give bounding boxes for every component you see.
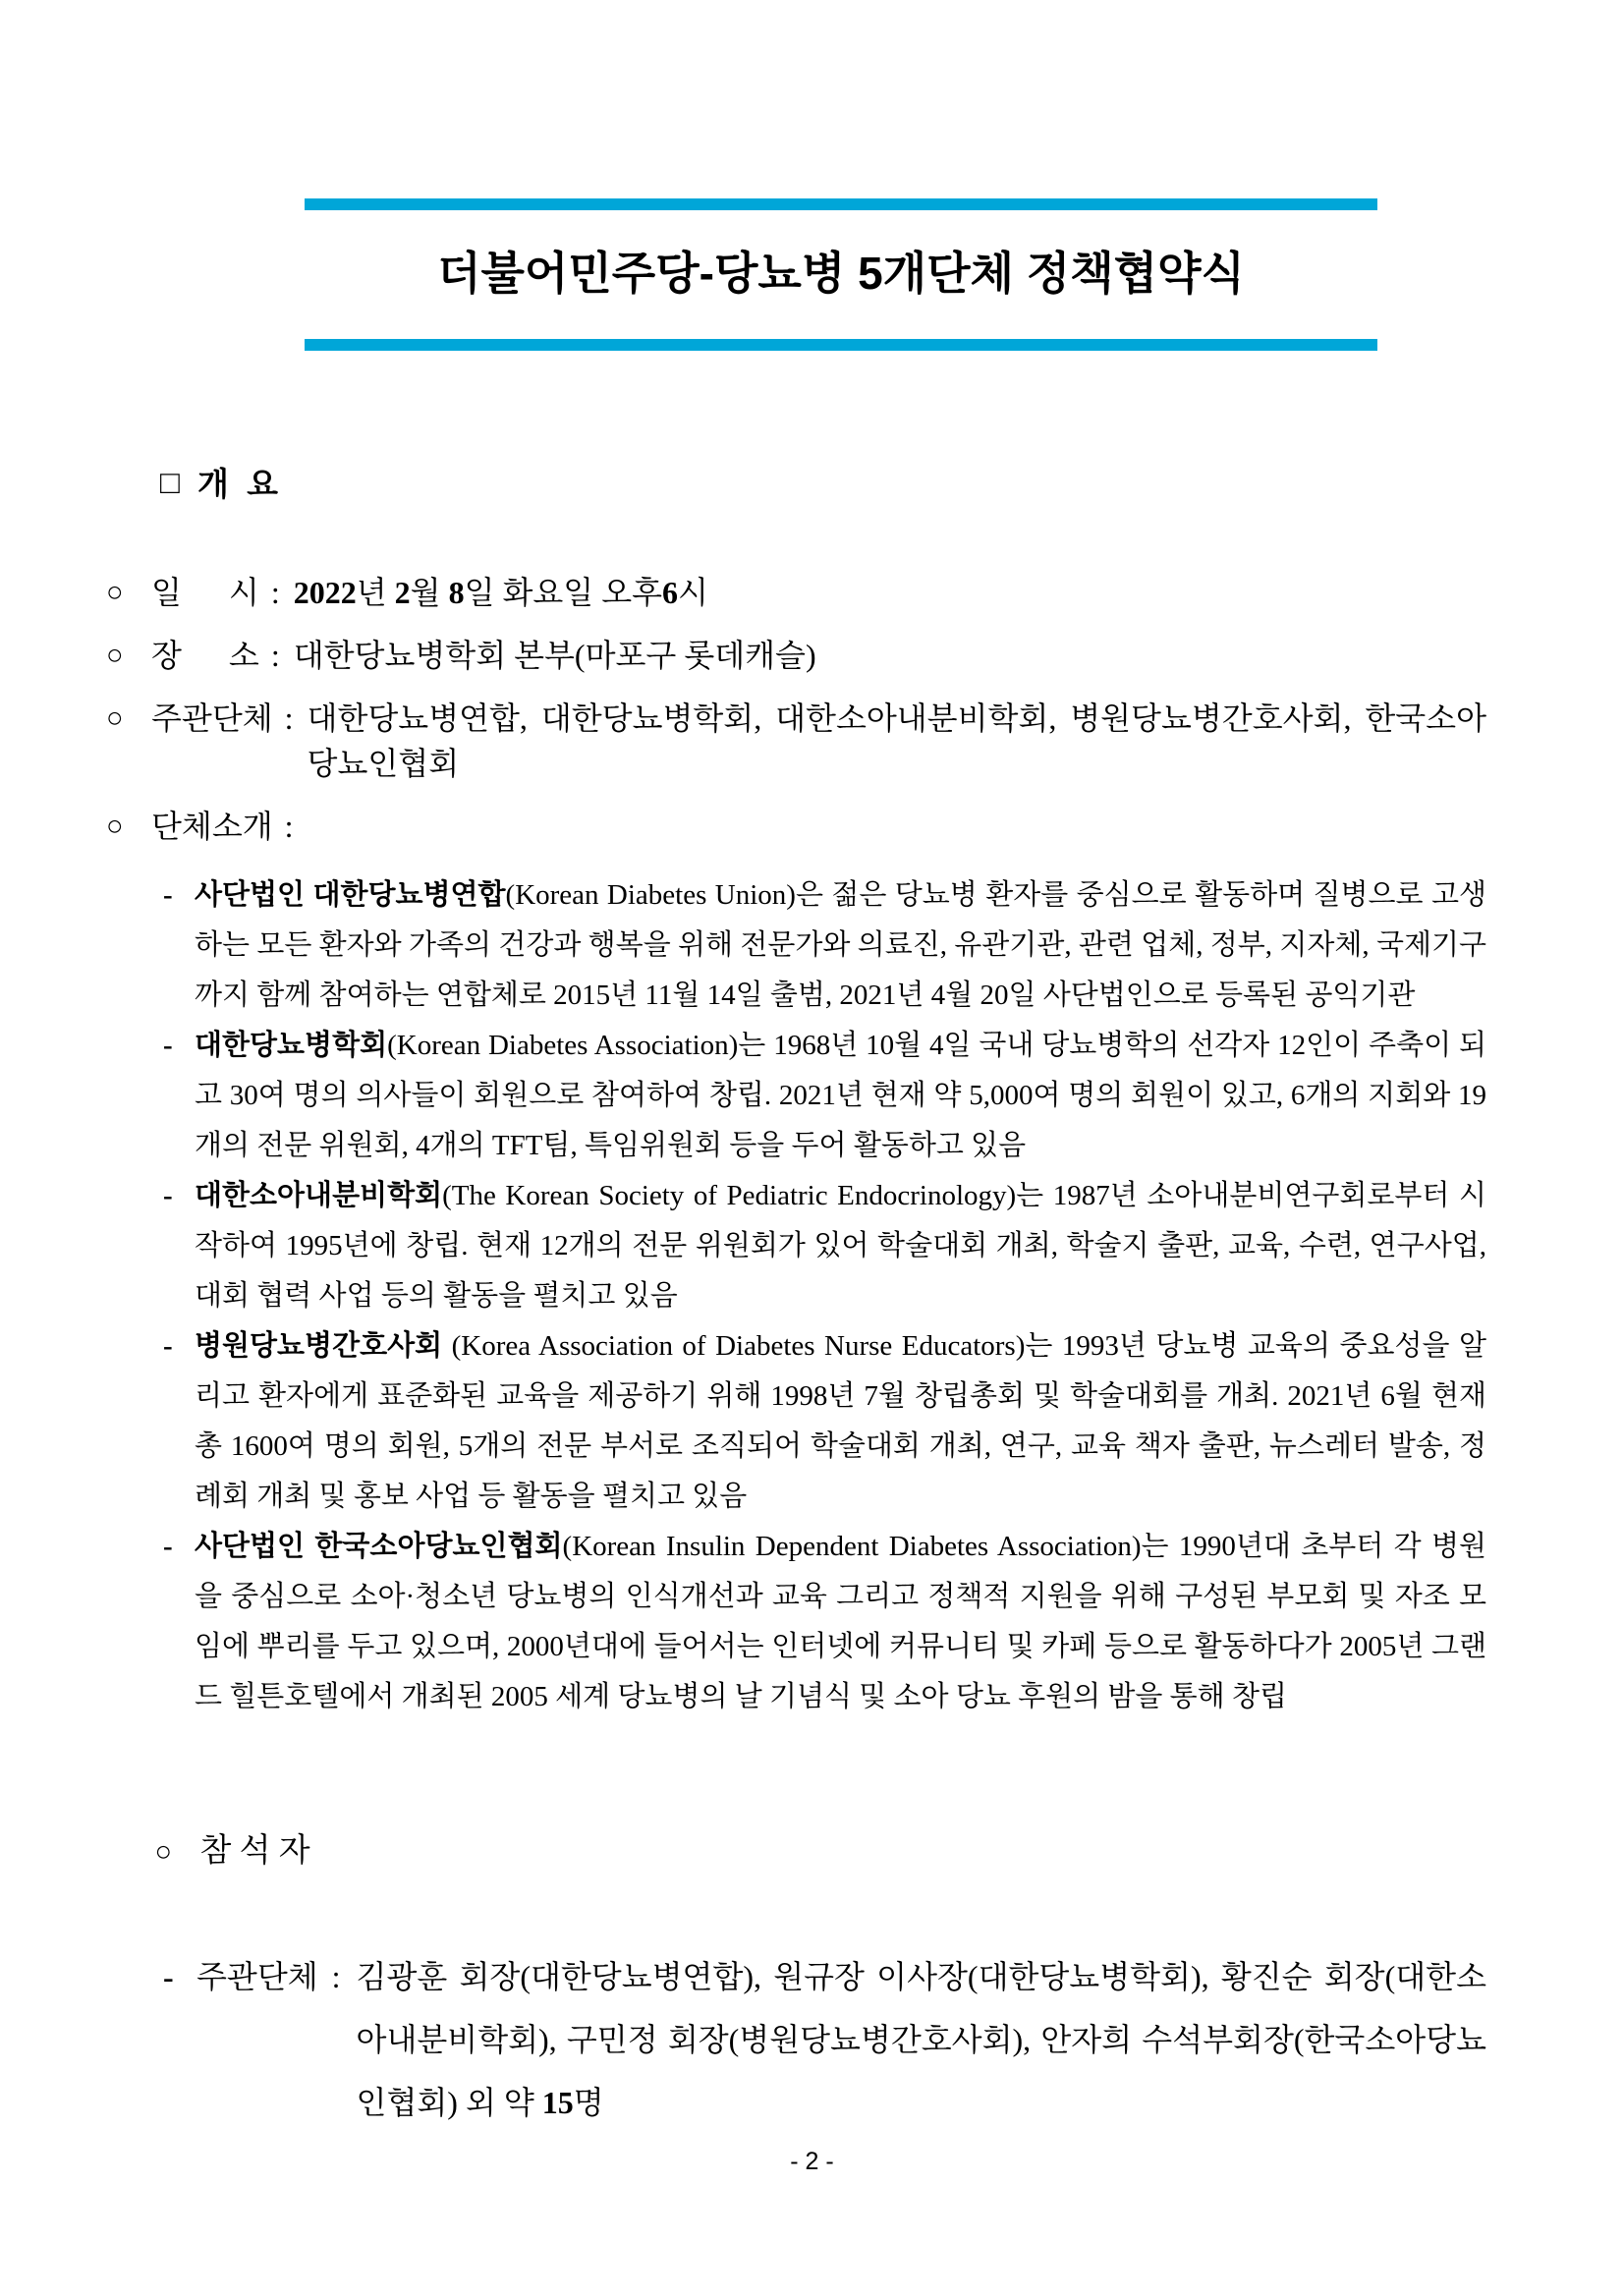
org-description: 사단법인 한국소아당뇨인협회(Korean Insulin Dependent Diabetes Association)는 1990년대 초부터 각 병원을 중심으로 소아·청소년 당뇨병의 인식개선과 교육 그리고 정책적 지원을 위해 구성된 부모회 및 자조 모임에 뿌리를 두고 있으며, 2000년대에 들어서는 인터넷에 커뮤니티 및 카페 등으로 활동하다가 2005년 그랜드 힐튼호텔에서 개최된 2005 세계 당뇨병의 날 기념식 및 소아 당뇨 후원의 밤을 통해 창립 bbox=[195, 1531, 1486, 1712]
list-item-insulin-dependent-diabetes-association bbox=[106, 1522, 1486, 1722]
list-item-korean-diabetes-union bbox=[106, 870, 1486, 1021]
org-description: 대한소아내분비학회(The Korean Society of Pediatric Endocrinology)는 1987년 소아내분비연구회로부터 시작하여 1995년에 창립. 현재 12개의 전문 위원회가 있어 학술대회 개최, 학술지 출판, 교육, 수련, 연구사업, 대회 협력 사업 등의 활동을 펼치고 있음 bbox=[195, 1180, 1486, 1312]
title-top-rule bbox=[305, 198, 1377, 210]
document-body bbox=[0, 417, 1624, 2134]
label-colon: : bbox=[270, 638, 280, 673]
page-number: - 2 - bbox=[790, 2148, 834, 2175]
dash-bullet-icon: - bbox=[163, 1330, 173, 1362]
label-colon: : bbox=[331, 1959, 341, 1994]
attendees-heading-label: 참 석 자 bbox=[199, 1833, 310, 1869]
overview-row-value: 2022년 2월 8일 화요일 오후6시 bbox=[293, 575, 708, 610]
overview-row-value bbox=[308, 804, 1486, 849]
overview-row-host-orgs bbox=[106, 696, 1486, 786]
list-item-pediatric-endocrinology bbox=[106, 1171, 1486, 1321]
title-bottom-rule bbox=[305, 339, 1377, 351]
attendees-host-orgs-row bbox=[106, 1945, 1486, 2134]
overview-row-value: 대한당뇨병연합, 대한당뇨병학회, 대한소아내분비학회, 병원당뇨병간호사회, 한국소아당뇨인협회 bbox=[307, 700, 1486, 781]
overview-row-label: 일 시 bbox=[151, 575, 259, 610]
circle-bullet-icon: ○ bbox=[154, 1836, 173, 1868]
dash-bullet-icon: - bbox=[163, 879, 173, 911]
square-bullet-icon: □ bbox=[160, 464, 180, 500]
org-intro-list bbox=[106, 870, 1486, 1722]
overview-row-datetime bbox=[106, 570, 1486, 615]
document-title: 더불어민주당-당뇨병 5개단체 정책협약식 bbox=[437, 248, 1245, 299]
org-description: 사단법인 대한당뇨병연합(Korean Diabetes Union)은 젊은 당뇨병 환자를 중심으로 활동하며 질병으로 고생하는 모든 환자와 가족의 건강과 행복을 위해 전문가와 의료진, 유관기관, 관련 업체, 정부, 지자체, 국제기구까지 함께 참여하는 연합체로 2015년 11월 14일 출범, 2021년 4월 20일 사단법인으로 등록된 공익기관 bbox=[195, 879, 1486, 1011]
org-description: 대한당뇨병학회(Korean Diabetes Association)는 1968년 10월 4일 국내 당뇨병학의 선각자 12인이 주축이 되고 30여 명의 의사들이 회원으로 참여하여 창립. 2021년 현재 약 5,000여 명의 회원이 있고, 6개의 지회와 19개의 전문 위원회, 4개의 TFT팀, 특임위원회 등을 두어 활동하고 있음 bbox=[195, 1030, 1486, 1161]
dash-bullet-icon: - bbox=[163, 1531, 173, 1562]
org-description: 병원당뇨병간호사회 (Korea Association of Diabetes Nurse Educators)는 1993년 당뇨병 교육의 중요성을 알리고 환자에게 표준화된 교육을 제공하기 위해 1998년 7월 창립총회 및 학술대회를 개최. 2021년 6월 현재 총 1600여 명의 회원, 5개의 전문 부서로 조직되어 학술대회 개최, 연구, 교육 책자 출판, 뉴스레터 발송, 정례회 개최 및 홍보 사업 등 활동을 펼치고 있음 bbox=[195, 1330, 1486, 1512]
label-colon: : bbox=[284, 700, 294, 736]
dash-bullet-icon: - bbox=[163, 1180, 173, 1211]
label-colon: : bbox=[284, 809, 294, 844]
attendees-row-value: 김광훈 회장(대한당뇨병연합), 원규장 이사장(대한당뇨병학회), 황진순 회장(대한소아내분비학회), 구민정 회장(병원당뇨병간호사회), 안자희 수석부회장(한국소아당뇨인협회) 외 약 15명 bbox=[356, 1959, 1486, 2120]
circle-bullet-icon: ○ bbox=[106, 702, 124, 734]
overview-row-label: 장 소 bbox=[151, 638, 259, 673]
section-attendees-heading bbox=[106, 1783, 1486, 1920]
overview-row-label: 주관단체 bbox=[151, 700, 273, 736]
dash-bullet-icon: - bbox=[163, 1959, 174, 1994]
overview-heading-label: 개 요 bbox=[196, 466, 279, 502]
overview-row-value: 대한당뇨병학회 본부(마포구 롯데캐슬) bbox=[293, 638, 816, 673]
section-overview-heading bbox=[106, 417, 1486, 552]
title-block bbox=[305, 198, 1377, 351]
label-colon: : bbox=[270, 575, 280, 610]
overview-row-org-intro bbox=[106, 804, 1486, 849]
dash-bullet-icon: - bbox=[163, 1030, 173, 1061]
overview-row-location bbox=[106, 633, 1486, 678]
overview-row-label: 단체소개 bbox=[151, 809, 273, 844]
circle-bullet-icon: ○ bbox=[106, 577, 124, 608]
circle-bullet-icon: ○ bbox=[106, 811, 124, 842]
circle-bullet-icon: ○ bbox=[106, 640, 124, 671]
list-item-korean-diabetes-association bbox=[106, 1021, 1486, 1171]
attendees-row-label: 주관단체 bbox=[196, 1959, 318, 1994]
list-item-diabetes-nurse-educators bbox=[106, 1321, 1486, 1522]
